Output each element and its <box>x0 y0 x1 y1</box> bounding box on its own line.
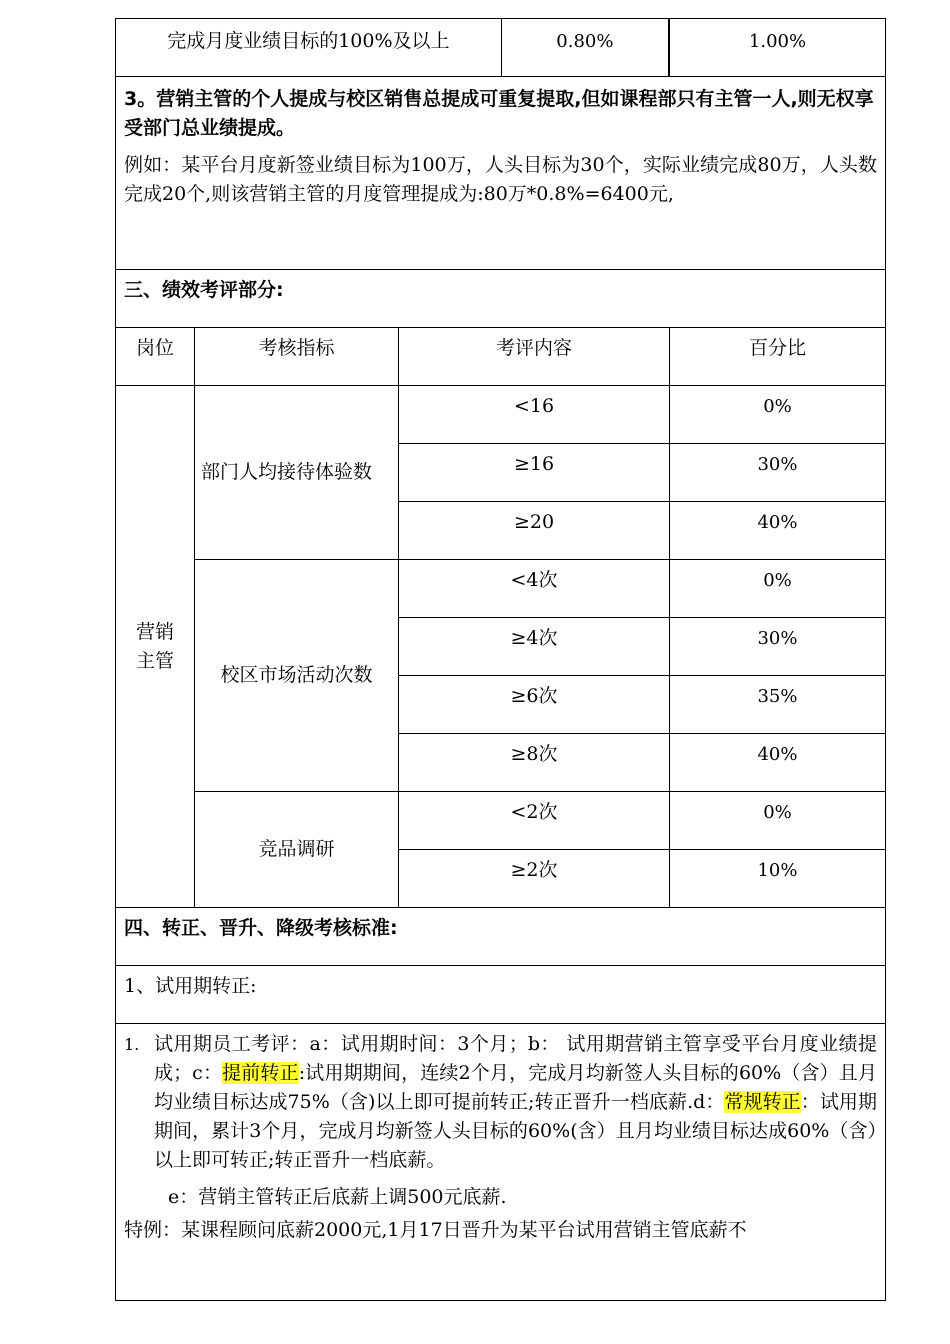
content-cell: ≥6次 <box>399 676 670 734</box>
note-3-bold: 3。营销主管的个人提成与校区销售总提成可重复提取,但如课程部只有主管一人,则无权享受部门总业绩提成。 <box>124 88 874 139</box>
header-position: 岗位 <box>116 328 195 386</box>
row-value-1: 0.80% <box>502 19 669 76</box>
highlight-early-regularization: 提前转正 <box>222 1062 299 1084</box>
table-row <box>116 1024 886 1301</box>
table-row <box>116 560 886 618</box>
header-indicator: 考核指标 <box>195 328 399 386</box>
special-case: 特例：某课程顾问底薪2000元,1月17日晋升为某平台试用营销主管底薪不 <box>124 1219 747 1241</box>
table-row <box>116 19 886 77</box>
content-cell: <4次 <box>399 560 670 618</box>
table-row <box>116 792 886 850</box>
row-value-2: 1.00% <box>670 19 886 77</box>
content-cell: <16 <box>399 386 670 444</box>
content-cell: ≥4次 <box>399 618 670 676</box>
table-row <box>116 966 886 1024</box>
percent-cell: 0% <box>670 792 886 850</box>
percent-cell: 0% <box>670 386 886 444</box>
table-row <box>116 77 886 270</box>
highlight-regular-regularization: 常规转正 <box>724 1091 801 1113</box>
document-page <box>115 18 885 1301</box>
item-e: e：营销主管转正后底薪上调500元底薪. <box>168 1186 507 1208</box>
percent-cell: 40% <box>670 734 886 792</box>
table-row <box>116 270 886 328</box>
percent-cell: 30% <box>670 444 886 502</box>
salary-table <box>115 18 886 1301</box>
indicator-cell: 校区市场活动次数 <box>195 560 399 792</box>
subsection-title: 1、试用期转正: <box>116 966 886 1024</box>
list-text: 试用期员工考评：a：试用期时间：3个月；b： 试用期营销主管享受平台月度业绩提成；c：提前转正:试用期期间，连续2个月，完成月均新签人头目标的60%（含）且月均业绩目标达成75%（含)以上即可提前转正;转正晋升一档底薪.d：常规转正：试用期期间，累计3个月，完成月均新签人头目标的60%(含）且月均业绩目标达成60%（含）以上即可转正;转正晋升一档底薪。 <box>154 1033 877 1171</box>
percent-cell: 40% <box>670 502 886 560</box>
content-cell: ≥2次 <box>399 850 670 908</box>
content-cell: ≥20 <box>399 502 670 560</box>
table-row <box>116 908 886 966</box>
note-3-example: 例如：某平台月度新签业绩目标为100万，人头目标为30个，实际业绩完成80万，人头数完成20个,则该营销主管的月度管理提成为:80万*0.8%=6400元, <box>124 154 877 205</box>
row-label: 完成月度业绩目标的100%及以上 <box>116 19 502 76</box>
content-cell: ≥16 <box>399 444 670 502</box>
section-title-3: 三、绩效考评部分: <box>116 270 886 328</box>
position-cell: 营销主管 <box>116 386 195 908</box>
indicator-cell: 竞品调研 <box>195 792 399 908</box>
content-cell: ≥8次 <box>399 734 670 792</box>
percent-cell: 30% <box>670 618 886 676</box>
percent-cell: 10% <box>670 850 886 908</box>
list-number: 1. <box>124 1035 140 1054</box>
header-percent: 百分比 <box>670 328 886 386</box>
table-row <box>116 386 886 444</box>
percent-cell: 35% <box>670 676 886 734</box>
header-content: 考评内容 <box>399 328 670 386</box>
content-cell: <2次 <box>399 792 670 850</box>
section-title-4: 四、转正、晋升、降级考核标准: <box>116 908 886 966</box>
table-header-row <box>116 328 886 386</box>
list-item <box>116 1024 885 1175</box>
percent-cell: 0% <box>670 560 886 618</box>
indicator-cell: 部门人均接待体验数 <box>195 386 399 560</box>
